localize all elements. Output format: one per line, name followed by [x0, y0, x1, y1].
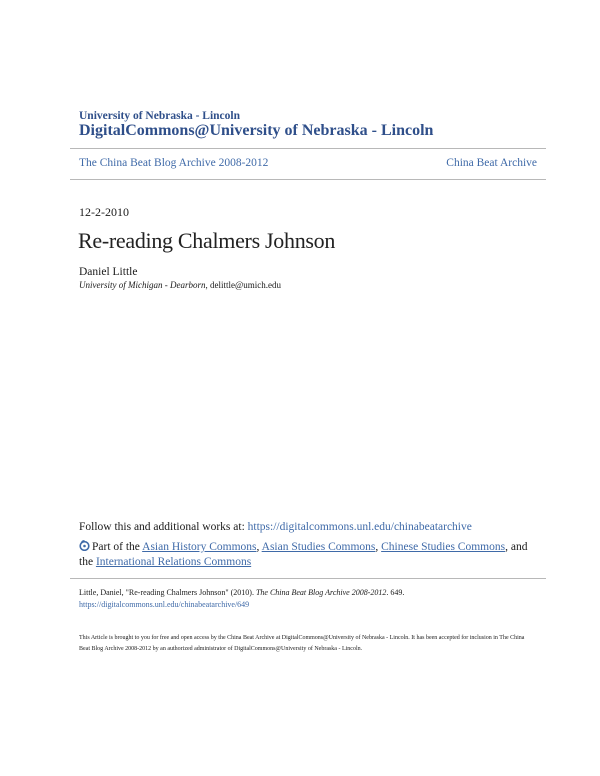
asian-history-commons-link[interactable]: Asian History Commons [142, 541, 257, 553]
separator: , and [505, 541, 528, 553]
author-email: , delittle@umich.edu [205, 280, 282, 290]
separator: the [79, 556, 96, 568]
separator: , [256, 541, 262, 553]
citation-text: Little, Daniel, "Re-reading Chalmers Johnson" (2010). [79, 588, 256, 597]
header-divider-bottom [70, 179, 546, 180]
institution-name: University of Nebraska - Lincoln [79, 110, 240, 122]
affiliation-institution: University of Michigan - Dearborn [79, 280, 206, 290]
citation-journal: The China Beat Blog Archive 2008-2012 [255, 588, 387, 597]
collection-link[interactable]: China Beat Archive [446, 157, 537, 169]
author-affiliation [79, 280, 281, 290]
asian-studies-commons-link[interactable]: Asian Studies Commons [261, 541, 376, 553]
separator: , [375, 541, 382, 553]
chinese-studies-commons-link[interactable]: Chinese Studies Commons [381, 541, 506, 553]
international-relations-commons-link[interactable]: International Relations Commons [95, 556, 252, 568]
recommended-citation [79, 587, 539, 611]
author-name: Daniel Little [79, 266, 138, 278]
citation-divider [70, 578, 546, 579]
series-link[interactable]: The China Beat Blog Archive 2008-2012 [79, 157, 269, 169]
open-access-icon [79, 540, 90, 551]
access-notice: This Article is brought to you for free and open access by the China Beat Archive at DigitalCommons@University of Nebraska - Lincoln. It has been accepted for inclusion in The China Beat Blog Archive 2008-2012 by an authorized administrator of DigitalCommons@University of Nebraska - Lincoln. [79, 635, 525, 652]
follow-url-link[interactable]: https://digitalcommons.unl.edu/chinabeatarchive [247, 521, 472, 533]
part-of-commons [79, 540, 539, 570]
part-of-prefix: Part of the [92, 541, 143, 553]
follow-line [79, 521, 472, 533]
article-title: Re-reading Chalmers Johnson [78, 228, 336, 253]
publication-date: 12-2-2010 [79, 205, 129, 219]
follow-label: Follow this and additional works at: [79, 521, 248, 533]
citation-url-link[interactable]: https://digitalcommons.unl.edu/chinabeatarchive/649 [79, 600, 250, 609]
repository-name[interactable]: DigitalCommons@University of Nebraska - Lincoln [79, 122, 434, 139]
citation-number: . 649. [386, 588, 405, 597]
header-divider-top [70, 148, 546, 149]
